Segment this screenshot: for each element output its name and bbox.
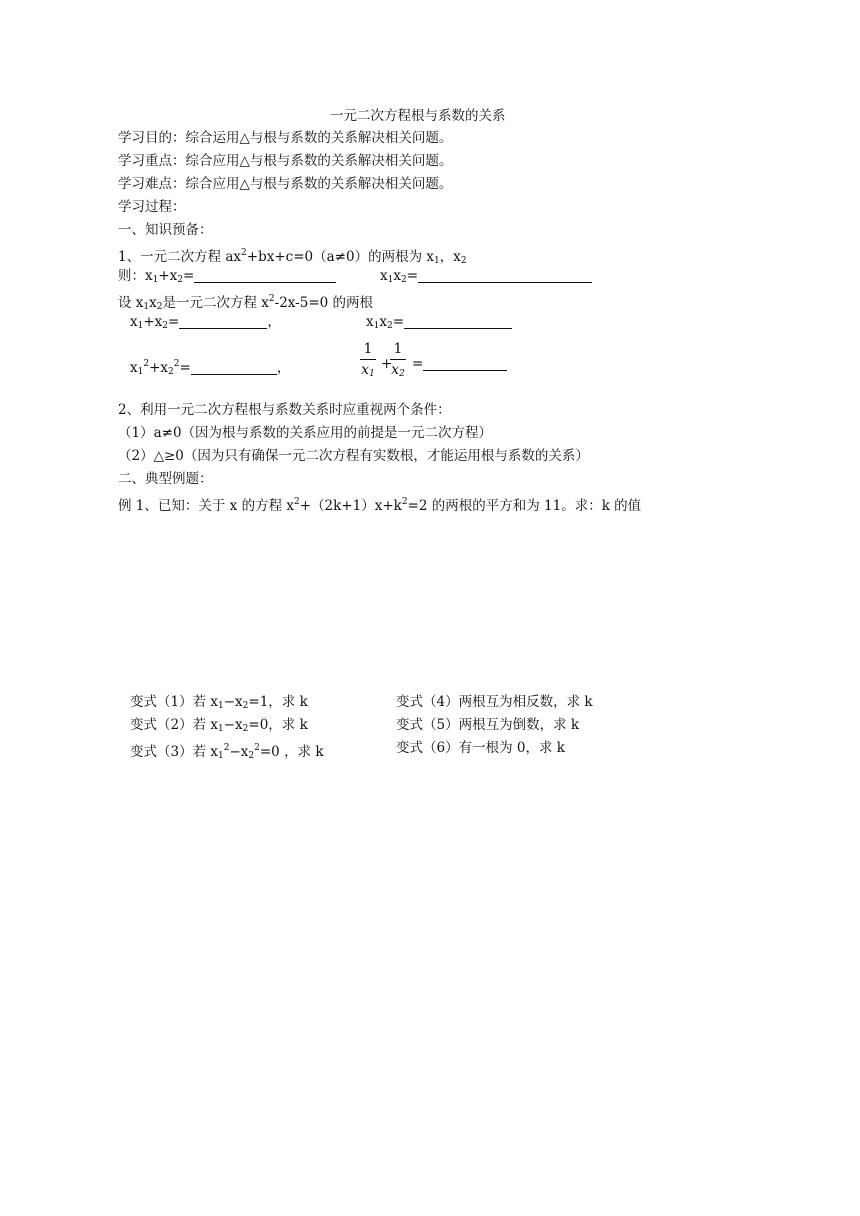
answer-blank[interactable] bbox=[191, 360, 277, 375]
condition-1: （1）a≠0（因为根与系数的关系应用的前提是一元二次方程） bbox=[118, 425, 493, 441]
section2-heading: 二、典型例题： bbox=[118, 471, 213, 487]
answer-blank[interactable] bbox=[423, 356, 507, 371]
answer-blank[interactable] bbox=[179, 314, 267, 329]
variant-2: 变式（2）若 $x_1-x_2=0$，求 k bbox=[130, 717, 308, 734]
reciprocal-sum-answer: = bbox=[412, 354, 507, 374]
fraction-one-over-x1: 1 $x_1$ bbox=[361, 341, 375, 379]
set-equation-line: 设 $x_1x_2$是一元二次方程 $x^2-2x-5=0$ 的两根 bbox=[118, 294, 374, 312]
item1-statement: 1、一元二次方程 $ax^2+bx+c=0(a\ne 0)$的两根为 $x_1$，$x_2$ bbox=[118, 248, 467, 266]
answer-blank[interactable] bbox=[404, 314, 512, 329]
learning-purpose: 学习目的：综合运用△与根与系数的关系解决相关问题。 bbox=[118, 130, 453, 146]
answer-blank[interactable] bbox=[194, 268, 336, 283]
product-of-roots-line: $x_1x_2=$ bbox=[380, 266, 592, 290]
learning-difficulty: 学习难点：综合应用△与根与系数的关系解决相关问题。 bbox=[118, 176, 453, 192]
learning-key-point: 学习重点：综合应用△与根与系数的关系解决相关问题。 bbox=[118, 153, 453, 169]
answer-blank[interactable] bbox=[418, 268, 592, 283]
product-line-2: $x_1x_2=$ bbox=[366, 312, 512, 336]
sum-of-roots-line: 则：$x_1+x_2=$ bbox=[118, 266, 336, 290]
variant-6: 变式（6）有一根为 0，求 k bbox=[396, 740, 565, 756]
condition-2: （2）△≥0（因为只有确保一元二次方程有实数根，才能运用根与系数的关系） bbox=[118, 448, 589, 464]
sum-line-2: $x_1+x_2=$ ， bbox=[130, 314, 281, 331]
variant-3: 变式（3）若 $x_1^2-x_2^2=0$ ，求 k bbox=[130, 743, 324, 761]
variant-1: 变式（1）若 $x_1-x_2=1$，求 k bbox=[130, 694, 308, 711]
fraction-one-over-x2: 1 $x_2$ bbox=[391, 341, 405, 379]
sum-of-squares-line: $x_1^2+x_2^2=$ ， bbox=[130, 359, 291, 377]
item2-statement: 2、利用一元二次方程根与系数关系时应重视两个条件： bbox=[118, 402, 451, 418]
page-title: 一元二次方程根与系数的关系 bbox=[330, 108, 506, 124]
learning-process: 学习过程： bbox=[118, 199, 186, 215]
fraction-plus-sign: + bbox=[381, 356, 393, 372]
section1-heading: 一、知识预备： bbox=[118, 222, 213, 238]
example-1: 例 1、已知：关于 x 的方程 $x^2+(2k+1)x+k^2=2$ 的两根的平方和为 11。求：k 的值 bbox=[118, 497, 642, 514]
variant-4: 变式（4）两根互为相反数，求 k bbox=[396, 694, 593, 710]
variant-5: 变式（5）两根互为倒数，求 k bbox=[396, 717, 580, 733]
